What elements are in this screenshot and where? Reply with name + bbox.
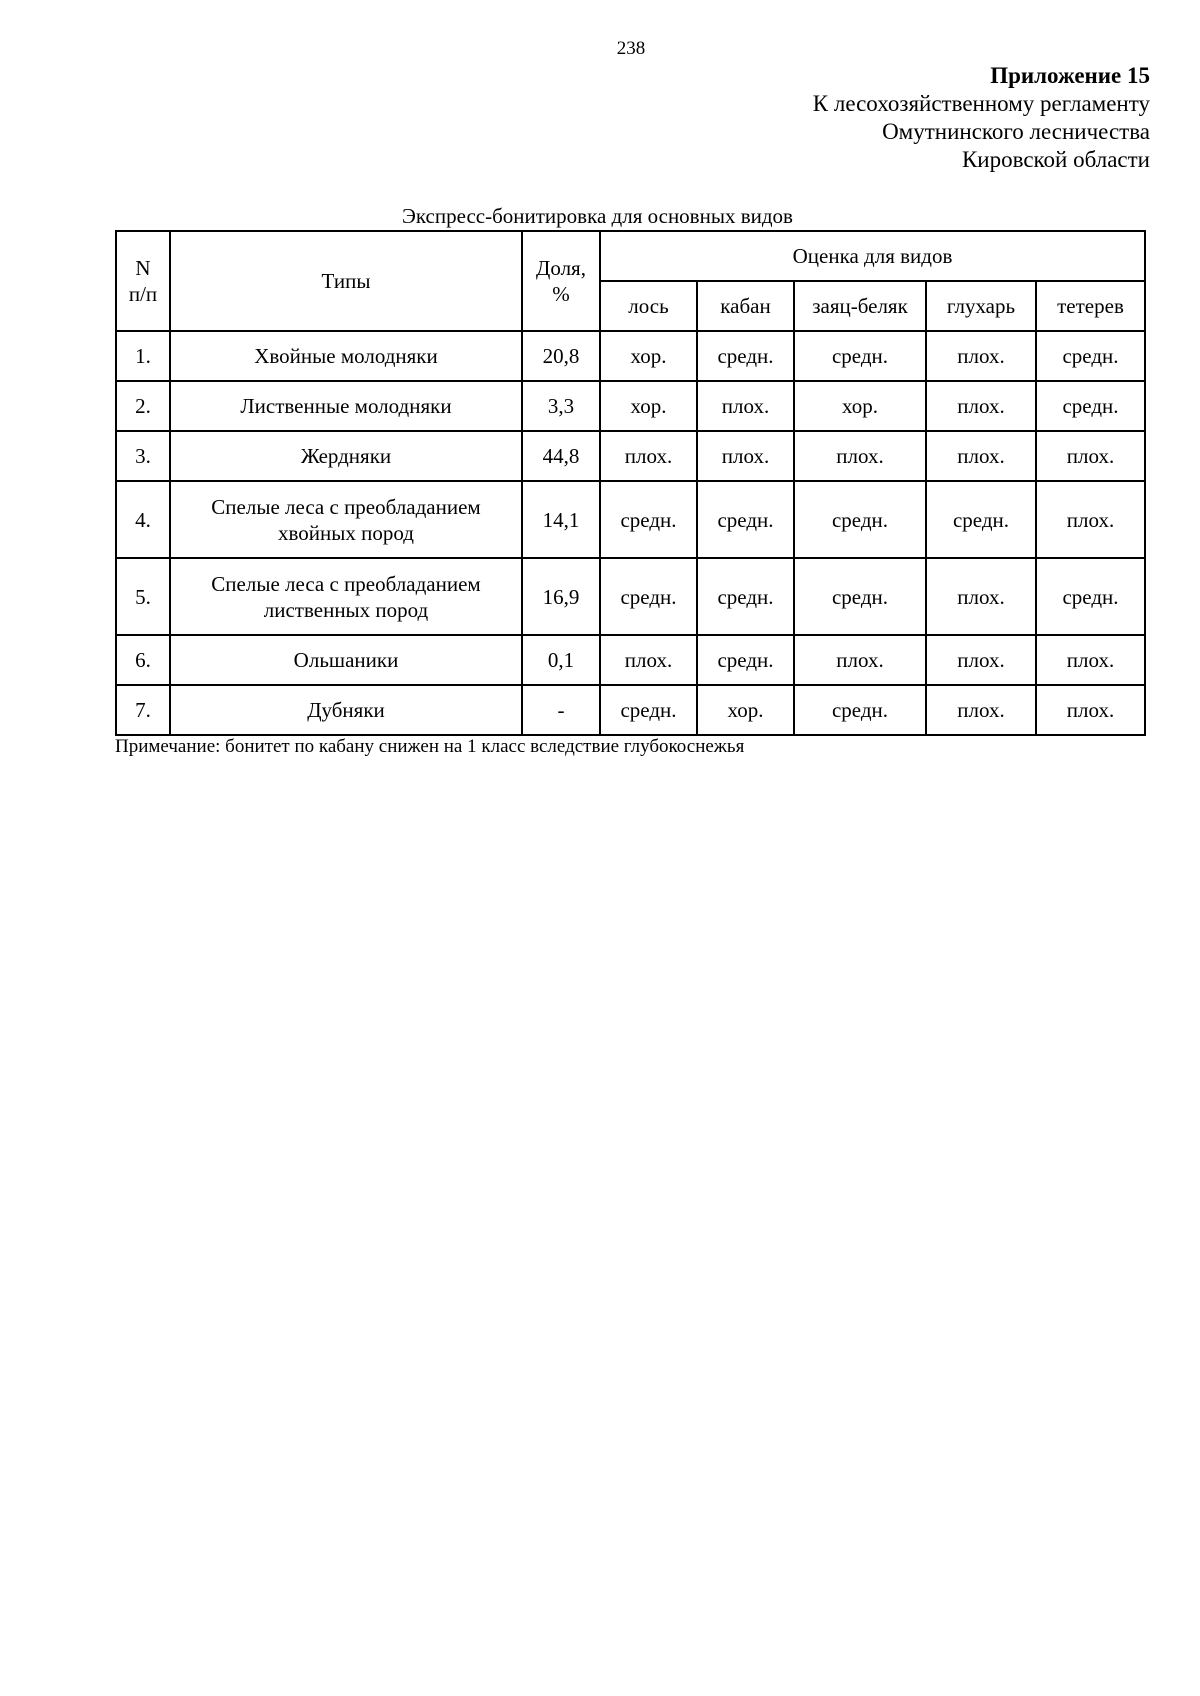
row-type-line1: Спелые леса с преобладанием bbox=[211, 571, 481, 596]
row-num: 1. bbox=[116, 331, 170, 381]
rating-cell: средн. bbox=[794, 331, 926, 381]
rating-cell: плох. bbox=[926, 635, 1036, 685]
rating-cell: хор. bbox=[697, 685, 794, 735]
row-share: - bbox=[522, 685, 600, 735]
row-type: Хвойные молодняки bbox=[170, 331, 522, 381]
rating-cell: средн. bbox=[697, 331, 794, 381]
rating-cell: средн. bbox=[697, 558, 794, 635]
header-species-hare: заяц-беляк bbox=[794, 281, 926, 331]
row-type: Жердняки bbox=[170, 431, 522, 481]
appendix-line-3: Кировской области bbox=[961, 147, 1150, 172]
rating-cell: плох. bbox=[926, 331, 1036, 381]
row-type: Ольшаники bbox=[170, 635, 522, 685]
rating-cell: плох. bbox=[697, 431, 794, 481]
row-share: 44,8 bbox=[522, 431, 600, 481]
rating-cell: плох. bbox=[1036, 685, 1145, 735]
row-type: Дубняки bbox=[170, 685, 522, 735]
rating-cell: плох. bbox=[600, 431, 697, 481]
table-row bbox=[116, 685, 1145, 735]
appendix-title: Приложение 15 bbox=[990, 63, 1150, 88]
row-num: 3. bbox=[116, 431, 170, 481]
rating-cell: средн. bbox=[794, 481, 926, 558]
header-share bbox=[522, 231, 600, 331]
rating-cell: средн. bbox=[926, 481, 1036, 558]
row-share: 0,1 bbox=[522, 635, 600, 685]
rating-cell: плох. bbox=[1036, 635, 1145, 685]
rating-cell: средн. bbox=[697, 635, 794, 685]
rating-cell: средн. bbox=[1036, 331, 1145, 381]
rating-cell: средн. bbox=[794, 558, 926, 635]
rating-cell: средн. bbox=[1036, 558, 1145, 635]
rating-cell: средн. bbox=[600, 481, 697, 558]
row-num: 2. bbox=[116, 381, 170, 431]
header-species-elk: лось bbox=[600, 281, 697, 331]
rating-cell: плох. bbox=[1036, 481, 1145, 558]
appendix-line-2: Омутнинского лесничества bbox=[882, 119, 1150, 144]
row-type bbox=[170, 558, 522, 635]
bonitet-table bbox=[115, 230, 1146, 736]
rating-cell: плох. bbox=[697, 381, 794, 431]
rating-cell: плох. bbox=[926, 558, 1036, 635]
row-share: 3,3 bbox=[522, 381, 600, 431]
table-row bbox=[116, 558, 1145, 635]
rating-cell: средн. bbox=[600, 558, 697, 635]
rating-cell: средн. bbox=[697, 481, 794, 558]
rating-cell: средн. bbox=[600, 685, 697, 735]
rating-cell: средн. bbox=[794, 685, 926, 735]
rating-cell: плох. bbox=[794, 635, 926, 685]
header-share-line1: Доля, bbox=[536, 256, 586, 280]
header-types: Типы bbox=[170, 231, 522, 331]
appendix-line-1: К лесохозяйственному регламенту bbox=[812, 91, 1150, 116]
rating-cell: плох. bbox=[794, 431, 926, 481]
rating-cell: плох. bbox=[1036, 431, 1145, 481]
row-type: Лиственные молодняки bbox=[170, 381, 522, 431]
rating-cell: плох. bbox=[926, 685, 1036, 735]
appendix-header bbox=[813, 62, 1150, 174]
page-number: 238 bbox=[616, 38, 646, 59]
row-share: 14,1 bbox=[522, 481, 600, 558]
rating-cell: хор. bbox=[600, 381, 697, 431]
rating-cell: хор. bbox=[600, 331, 697, 381]
row-num: 6. bbox=[116, 635, 170, 685]
table-row bbox=[116, 635, 1145, 685]
rating-cell: средн. bbox=[1036, 381, 1145, 431]
row-share: 20,8 bbox=[522, 331, 600, 381]
row-type-line2: лиственных пород bbox=[263, 597, 429, 622]
header-species-black-grouse: тетерев bbox=[1036, 281, 1145, 331]
table-row bbox=[116, 431, 1145, 481]
header-num-line2: п/п bbox=[128, 282, 158, 306]
row-num: 4. bbox=[116, 481, 170, 558]
row-type-line2: хвойных пород bbox=[278, 520, 414, 545]
header-species-capercaillie: глухарь bbox=[926, 281, 1036, 331]
row-type bbox=[170, 481, 522, 558]
table-caption: Экспресс-бонитировка для основных видов bbox=[402, 204, 793, 228]
header-rating-group: Оценка для видов bbox=[600, 231, 1145, 281]
bonitet-table-wrapper bbox=[115, 230, 1146, 736]
rating-cell: плох. bbox=[926, 381, 1036, 431]
row-type-line1: Спелые леса с преобладанием bbox=[211, 494, 481, 519]
row-share: 16,9 bbox=[522, 558, 600, 635]
table-row bbox=[116, 331, 1145, 381]
rating-cell: плох. bbox=[600, 635, 697, 685]
table-row bbox=[116, 481, 1145, 558]
header-species-boar: кабан bbox=[697, 281, 794, 331]
header-share-line2: % bbox=[552, 282, 570, 306]
rating-cell: плох. bbox=[926, 431, 1036, 481]
row-num: 5. bbox=[116, 558, 170, 635]
row-num: 7. bbox=[116, 685, 170, 735]
header-num bbox=[116, 231, 170, 331]
table-row bbox=[116, 381, 1145, 431]
header-num-line1: N bbox=[135, 256, 151, 280]
table-note: Примечание: бонитет по кабану снижен на 1 класс вследствие глубокоснежья bbox=[115, 736, 745, 757]
rating-cell: хор. bbox=[794, 381, 926, 431]
